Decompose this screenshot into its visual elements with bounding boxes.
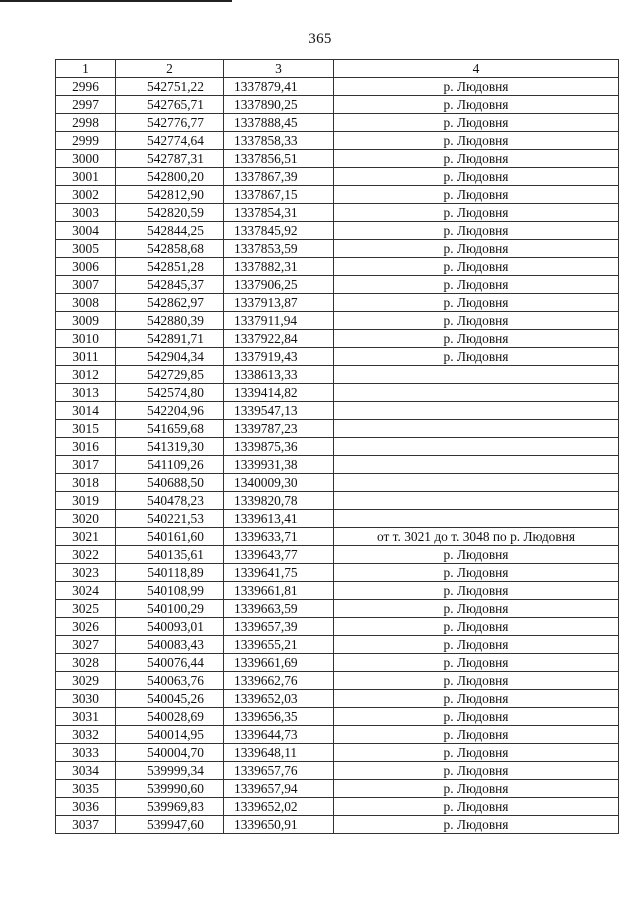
x-coordinate-cell: 540100,29 (116, 600, 224, 618)
description-cell: р. Людовня (334, 312, 619, 330)
y-coordinate-cell: 1339657,39 (224, 618, 334, 636)
y-coordinate-cell: 1337911,94 (224, 312, 334, 330)
y-coordinate-cell: 1337890,25 (224, 96, 334, 114)
table-row (56, 690, 619, 708)
table-row (56, 726, 619, 744)
table-row (56, 654, 619, 672)
description-cell: р. Людовня (334, 564, 619, 582)
y-coordinate-cell: 1337888,45 (224, 114, 334, 132)
table-row (56, 438, 619, 456)
y-coordinate-cell: 1339931,38 (224, 456, 334, 474)
x-coordinate-cell: 542845,37 (116, 276, 224, 294)
x-coordinate-cell: 540028,69 (116, 708, 224, 726)
y-coordinate-cell: 1338613,33 (224, 366, 334, 384)
description-cell (334, 474, 619, 492)
table-row (56, 204, 619, 222)
x-coordinate-cell: 542765,71 (116, 96, 224, 114)
description-cell: р. Людовня (334, 600, 619, 618)
table-row (56, 420, 619, 438)
point-number-cell: 3034 (56, 762, 116, 780)
x-coordinate-cell: 542904,34 (116, 348, 224, 366)
point-number-cell: 3014 (56, 402, 116, 420)
point-number-cell: 2998 (56, 114, 116, 132)
table-row (56, 564, 619, 582)
y-coordinate-cell: 1339656,35 (224, 708, 334, 726)
top-rule (0, 0, 232, 2)
description-cell (334, 366, 619, 384)
table-row (56, 402, 619, 420)
point-number-cell: 3037 (56, 816, 116, 834)
y-coordinate-cell: 1339652,02 (224, 798, 334, 816)
x-coordinate-cell: 542851,28 (116, 258, 224, 276)
x-coordinate-cell: 542787,31 (116, 150, 224, 168)
x-coordinate-cell: 540688,50 (116, 474, 224, 492)
table-row (56, 762, 619, 780)
page-number: 365 (308, 31, 332, 47)
point-number-cell: 3007 (56, 276, 116, 294)
point-number-cell: 3036 (56, 798, 116, 816)
description-cell: р. Людовня (334, 222, 619, 240)
table-row (56, 456, 619, 474)
x-coordinate-cell: 541109,26 (116, 456, 224, 474)
point-number-cell: 3004 (56, 222, 116, 240)
description-cell: р. Людовня (334, 816, 619, 834)
description-cell: р. Людовня (334, 654, 619, 672)
point-number-cell: 3011 (56, 348, 116, 366)
table-row (56, 186, 619, 204)
description-cell: р. Людовня (334, 150, 619, 168)
description-cell: р. Людовня (334, 78, 619, 96)
table-row (56, 600, 619, 618)
x-coordinate-cell: 540063,76 (116, 672, 224, 690)
description-cell: р. Людовня (334, 258, 619, 276)
y-coordinate-cell: 1339663,59 (224, 600, 334, 618)
x-coordinate-cell: 541659,68 (116, 420, 224, 438)
x-coordinate-cell: 540118,89 (116, 564, 224, 582)
point-number-cell: 3002 (56, 186, 116, 204)
column-header-4: 4 (334, 60, 619, 78)
table-row (56, 258, 619, 276)
table-row (56, 348, 619, 366)
table-row (56, 294, 619, 312)
description-cell: р. Людовня (334, 132, 619, 150)
table-row (56, 96, 619, 114)
description-cell: р. Людовня (334, 330, 619, 348)
x-coordinate-cell: 540045,26 (116, 690, 224, 708)
description-cell: р. Людовня (334, 618, 619, 636)
point-number-cell: 3026 (56, 618, 116, 636)
y-coordinate-cell: 1339875,36 (224, 438, 334, 456)
description-cell: р. Людовня (334, 186, 619, 204)
table-header-row (56, 60, 619, 78)
table-row (56, 132, 619, 150)
point-number-cell: 3028 (56, 654, 116, 672)
table-row (56, 240, 619, 258)
table-body (56, 78, 619, 834)
point-number-cell: 3031 (56, 708, 116, 726)
y-coordinate-cell: 1337913,87 (224, 294, 334, 312)
table-row (56, 168, 619, 186)
point-number-cell: 3001 (56, 168, 116, 186)
description-cell (334, 492, 619, 510)
description-cell: р. Людовня (334, 744, 619, 762)
y-coordinate-cell: 1337867,15 (224, 186, 334, 204)
table-row (56, 366, 619, 384)
x-coordinate-cell: 542820,59 (116, 204, 224, 222)
x-coordinate-cell: 542862,97 (116, 294, 224, 312)
point-number-cell: 3015 (56, 420, 116, 438)
x-coordinate-cell: 540161,60 (116, 528, 224, 546)
table-row (56, 528, 619, 546)
y-coordinate-cell: 1337854,31 (224, 204, 334, 222)
point-number-cell: 3005 (56, 240, 116, 258)
point-number-cell: 3025 (56, 600, 116, 618)
description-cell: р. Людовня (334, 582, 619, 600)
x-coordinate-cell: 540478,23 (116, 492, 224, 510)
table-row (56, 222, 619, 240)
description-cell: р. Людовня (334, 114, 619, 132)
table-row (56, 636, 619, 654)
column-header-2: 2 (116, 60, 224, 78)
y-coordinate-cell: 1337906,25 (224, 276, 334, 294)
x-coordinate-cell: 542880,39 (116, 312, 224, 330)
description-cell (334, 384, 619, 402)
y-coordinate-cell: 1339661,81 (224, 582, 334, 600)
y-coordinate-cell: 1339652,03 (224, 690, 334, 708)
point-number-cell: 3013 (56, 384, 116, 402)
x-coordinate-cell: 540004,70 (116, 744, 224, 762)
y-coordinate-cell: 1337858,33 (224, 132, 334, 150)
description-cell: р. Людовня (334, 708, 619, 726)
table-row (56, 582, 619, 600)
point-number-cell: 3032 (56, 726, 116, 744)
description-cell (334, 420, 619, 438)
y-coordinate-cell: 1339547,13 (224, 402, 334, 420)
description-cell (334, 510, 619, 528)
x-coordinate-cell: 540221,53 (116, 510, 224, 528)
x-coordinate-cell: 542858,68 (116, 240, 224, 258)
y-coordinate-cell: 1339655,21 (224, 636, 334, 654)
x-coordinate-cell: 542751,22 (116, 78, 224, 96)
table-row (56, 330, 619, 348)
table-row (56, 276, 619, 294)
y-coordinate-cell: 1339644,73 (224, 726, 334, 744)
y-coordinate-cell: 1339650,91 (224, 816, 334, 834)
point-number-cell: 3010 (56, 330, 116, 348)
description-cell: р. Людовня (334, 546, 619, 564)
description-cell (334, 456, 619, 474)
y-coordinate-cell: 1337922,84 (224, 330, 334, 348)
table-row (56, 708, 619, 726)
x-coordinate-cell: 542891,71 (116, 330, 224, 348)
y-coordinate-cell: 1339414,82 (224, 384, 334, 402)
description-cell: от т. 3021 до т. 3048 по р. Людовня (334, 528, 619, 546)
y-coordinate-cell: 1337882,31 (224, 258, 334, 276)
point-number-cell: 2999 (56, 132, 116, 150)
y-coordinate-cell: 1339662,76 (224, 672, 334, 690)
description-cell (334, 438, 619, 456)
point-number-cell: 3027 (56, 636, 116, 654)
point-number-cell: 2997 (56, 96, 116, 114)
x-coordinate-cell: 540093,01 (116, 618, 224, 636)
point-number-cell: 3035 (56, 780, 116, 798)
point-number-cell: 3016 (56, 438, 116, 456)
point-number-cell: 3008 (56, 294, 116, 312)
y-coordinate-cell: 1339657,76 (224, 762, 334, 780)
y-coordinate-cell: 1339633,71 (224, 528, 334, 546)
x-coordinate-cell: 539969,83 (116, 798, 224, 816)
point-number-cell: 3020 (56, 510, 116, 528)
table-row (56, 510, 619, 528)
point-number-cell: 3021 (56, 528, 116, 546)
x-coordinate-cell: 542729,85 (116, 366, 224, 384)
table-row (56, 384, 619, 402)
point-number-cell: 3000 (56, 150, 116, 168)
x-coordinate-cell: 539947,60 (116, 816, 224, 834)
x-coordinate-cell: 542774,64 (116, 132, 224, 150)
table-row (56, 114, 619, 132)
description-cell: р. Людовня (334, 348, 619, 366)
point-number-cell: 3012 (56, 366, 116, 384)
description-cell: р. Людовня (334, 762, 619, 780)
y-coordinate-cell: 1337853,59 (224, 240, 334, 258)
table-row (56, 150, 619, 168)
x-coordinate-cell: 542776,77 (116, 114, 224, 132)
y-coordinate-cell: 1339661,69 (224, 654, 334, 672)
y-coordinate-cell: 1339820,78 (224, 492, 334, 510)
x-coordinate-cell: 539990,60 (116, 780, 224, 798)
x-coordinate-cell: 540135,61 (116, 546, 224, 564)
x-coordinate-cell: 542574,80 (116, 384, 224, 402)
y-coordinate-cell: 1337845,92 (224, 222, 334, 240)
point-number-cell: 3019 (56, 492, 116, 510)
y-coordinate-cell: 1337867,39 (224, 168, 334, 186)
y-coordinate-cell: 1337879,41 (224, 78, 334, 96)
table-row (56, 672, 619, 690)
description-cell: р. Людовня (334, 690, 619, 708)
column-header-1: 1 (56, 60, 116, 78)
point-number-cell: 2996 (56, 78, 116, 96)
y-coordinate-cell: 1337919,43 (224, 348, 334, 366)
table-row (56, 780, 619, 798)
table-row (56, 744, 619, 762)
x-coordinate-cell: 540108,99 (116, 582, 224, 600)
y-coordinate-cell: 1339641,75 (224, 564, 334, 582)
description-cell: р. Людовня (334, 96, 619, 114)
point-number-cell: 3006 (56, 258, 116, 276)
y-coordinate-cell: 1340009,30 (224, 474, 334, 492)
x-coordinate-cell: 540076,44 (116, 654, 224, 672)
description-cell: р. Людовня (334, 798, 619, 816)
point-number-cell: 3017 (56, 456, 116, 474)
table-row (56, 546, 619, 564)
table-row (56, 78, 619, 96)
y-coordinate-cell: 1339657,94 (224, 780, 334, 798)
table-row (56, 492, 619, 510)
y-coordinate-cell: 1339648,11 (224, 744, 334, 762)
x-coordinate-cell: 542844,25 (116, 222, 224, 240)
description-cell: р. Людовня (334, 726, 619, 744)
x-coordinate-cell: 542812,90 (116, 186, 224, 204)
y-coordinate-cell: 1337856,51 (224, 150, 334, 168)
description-cell: р. Людовня (334, 204, 619, 222)
table-row (56, 816, 619, 834)
description-cell: р. Людовня (334, 168, 619, 186)
point-number-cell: 3024 (56, 582, 116, 600)
x-coordinate-cell: 542204,96 (116, 402, 224, 420)
table-row (56, 798, 619, 816)
point-number-cell: 3018 (56, 474, 116, 492)
coordinates-table (55, 59, 619, 834)
description-cell: р. Людовня (334, 240, 619, 258)
y-coordinate-cell: 1339787,23 (224, 420, 334, 438)
y-coordinate-cell: 1339613,41 (224, 510, 334, 528)
description-cell (334, 402, 619, 420)
point-number-cell: 3022 (56, 546, 116, 564)
x-coordinate-cell: 540083,43 (116, 636, 224, 654)
table-row (56, 474, 619, 492)
point-number-cell: 3033 (56, 744, 116, 762)
x-coordinate-cell: 540014,95 (116, 726, 224, 744)
description-cell: р. Людовня (334, 672, 619, 690)
description-cell: р. Людовня (334, 780, 619, 798)
point-number-cell: 3029 (56, 672, 116, 690)
coordinates-table-wrapper (55, 59, 619, 834)
point-number-cell: 3003 (56, 204, 116, 222)
x-coordinate-cell: 539999,34 (116, 762, 224, 780)
table-row (56, 618, 619, 636)
table-row (56, 312, 619, 330)
description-cell: р. Людовня (334, 276, 619, 294)
description-cell: р. Людовня (334, 294, 619, 312)
point-number-cell: 3023 (56, 564, 116, 582)
x-coordinate-cell: 542800,20 (116, 168, 224, 186)
description-cell: р. Людовня (334, 636, 619, 654)
y-coordinate-cell: 1339643,77 (224, 546, 334, 564)
column-header-3: 3 (224, 60, 334, 78)
x-coordinate-cell: 541319,30 (116, 438, 224, 456)
point-number-cell: 3009 (56, 312, 116, 330)
point-number-cell: 3030 (56, 690, 116, 708)
